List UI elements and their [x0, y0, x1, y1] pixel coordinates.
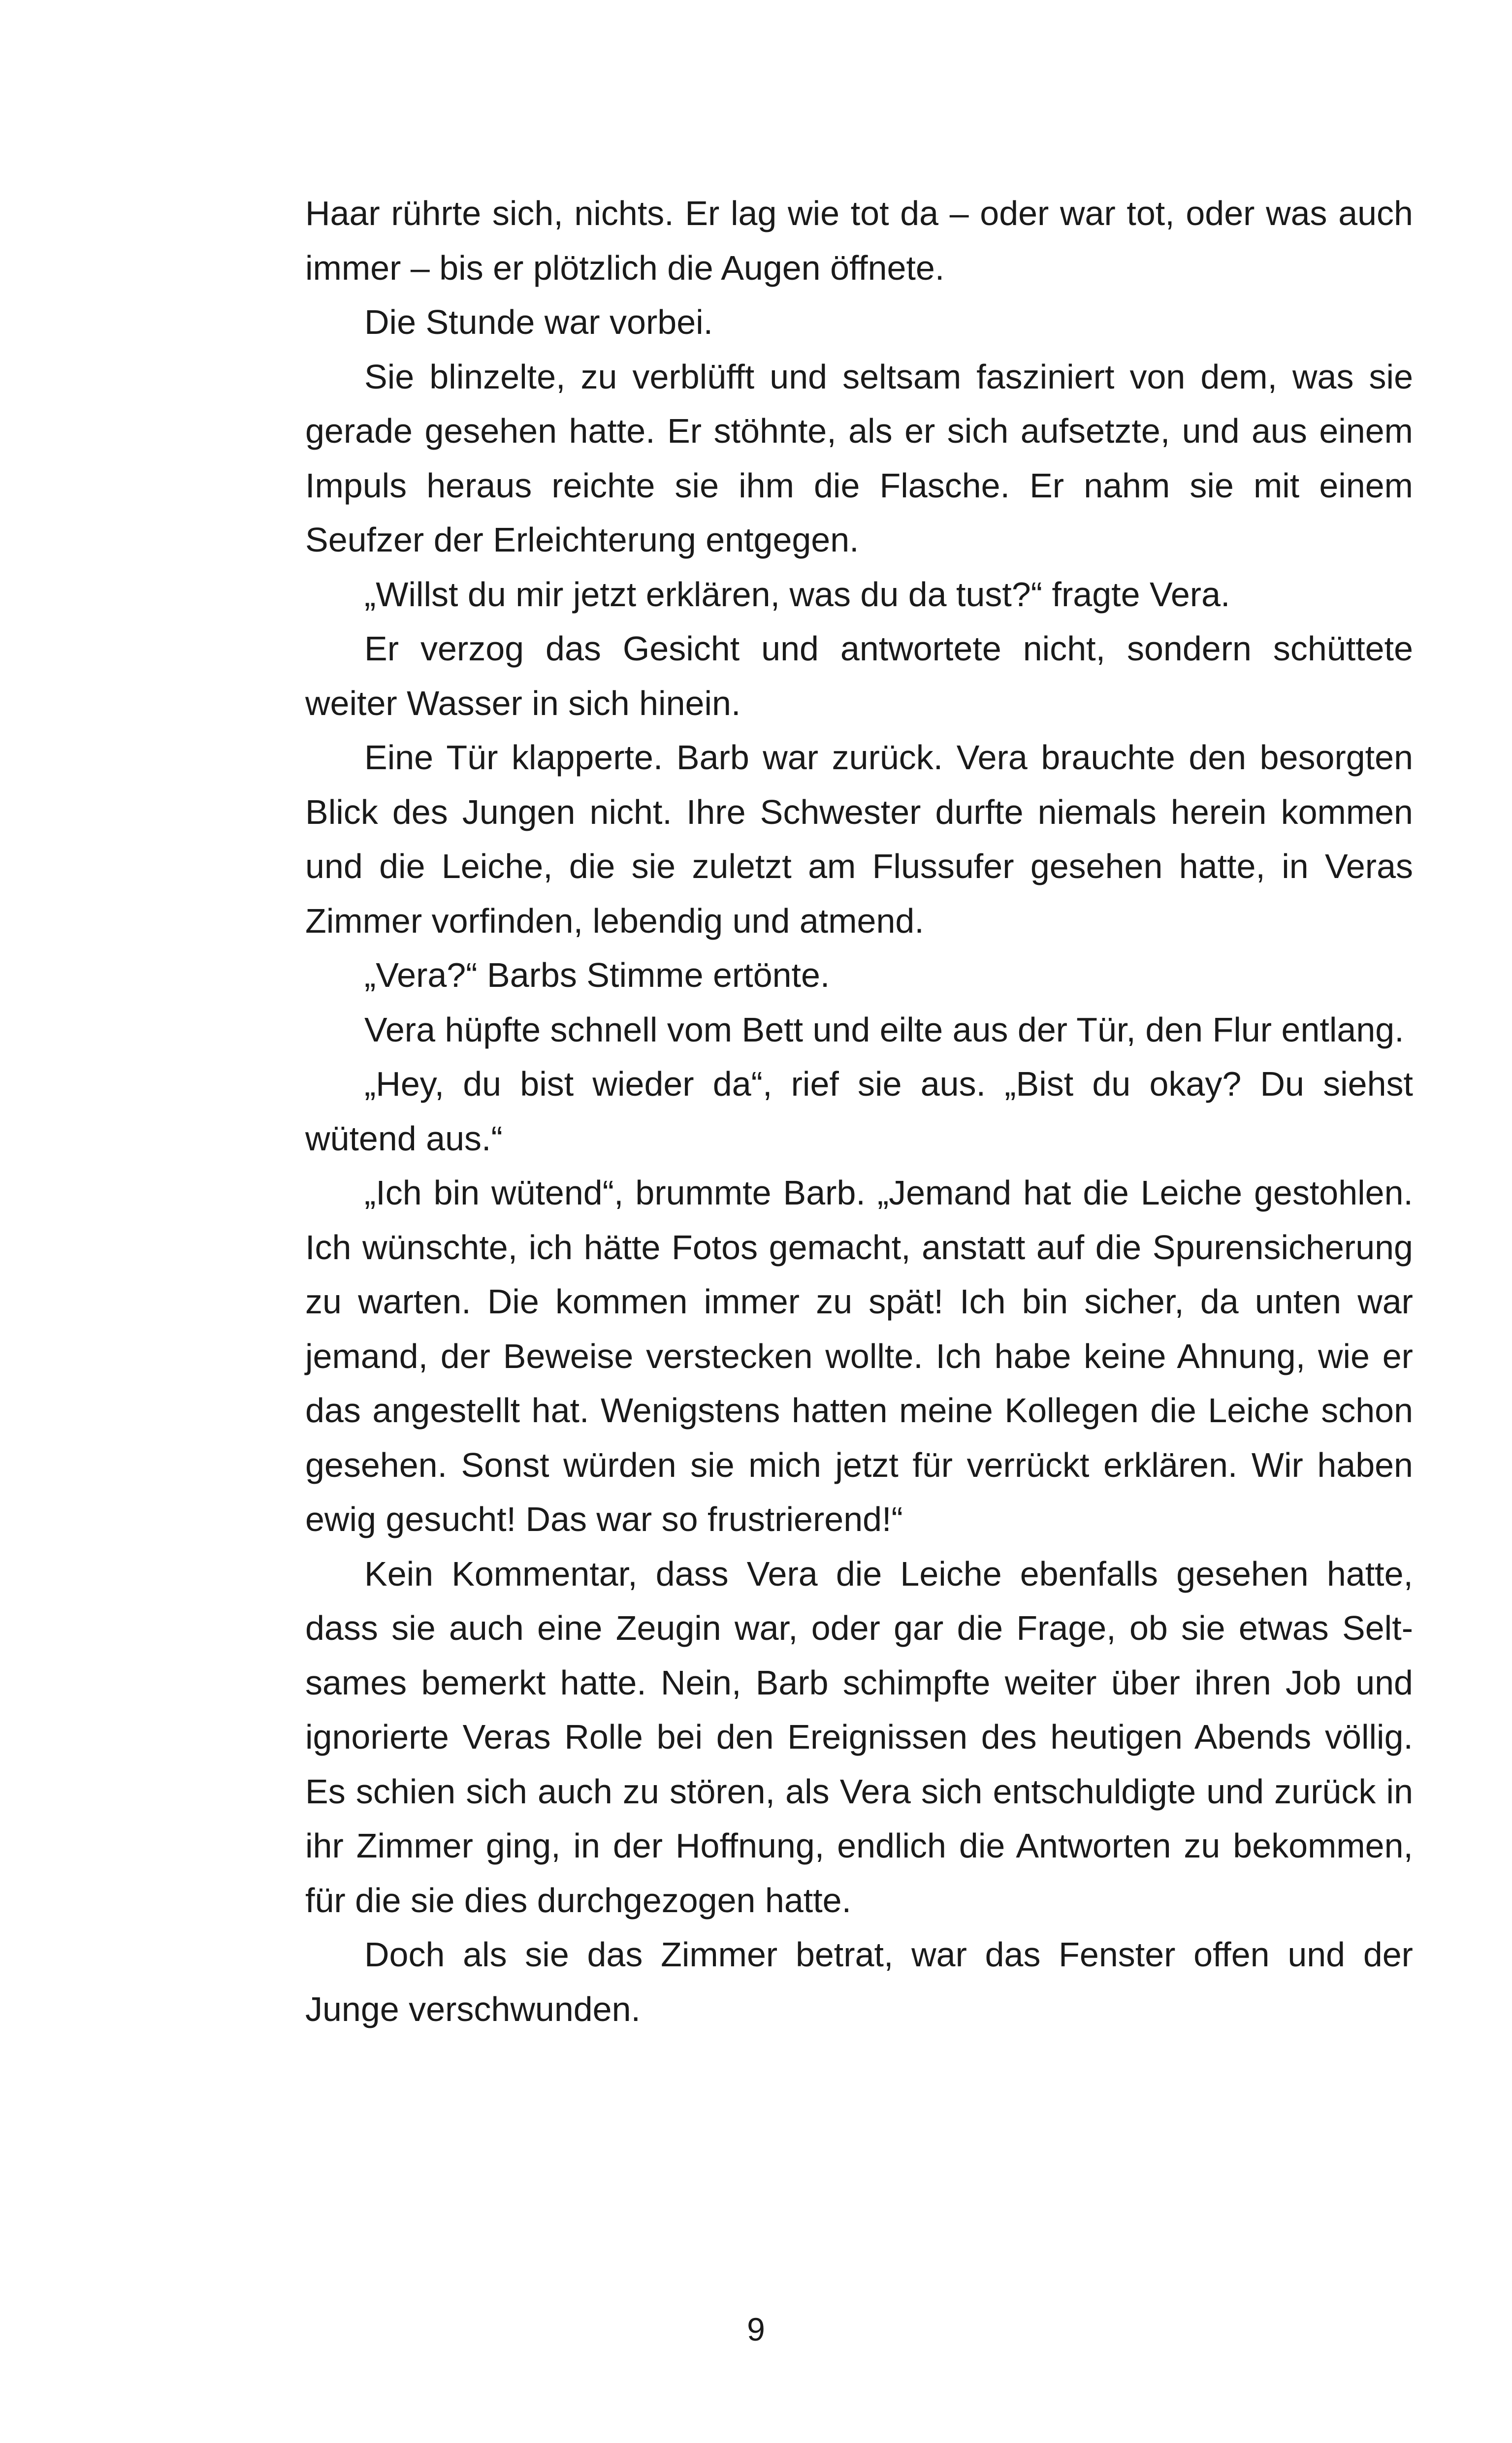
paragraph: „Vera?“ Barbs Stimme ertönte. [364, 956, 830, 994]
paragraph: Sie blinzelte, zu verblüfft und seltsam fasziniert von dem, was sie gerade gesehen hatte. Er stöhnte, als er sich aufsetzte, und aus einem Impuls heraus reichte sie ihm die Flasche. Er nahm sie mit einem Seufzer der Erleichterung entgegen. [305, 357, 1413, 559]
page-number: 9 [747, 2311, 765, 2347]
paragraph: Vera hüpfte schnell vom Bett und eilte aus der Tür, den Flur entlang. [364, 1010, 1404, 1049]
paragraph: Eine Tür klapperte. Barb war zurück. Vera brauchte den besorgten Blick des Jungen nicht. Ihre Schwester durfte niemals herein kommen und die Leiche, die sie zuletzt am Flussufer gesehen hatte, in Veras Zimmer vorfinden, lebendig und atmend. [305, 738, 1413, 940]
paragraph: Haar rührte sich, nichts. Er lag wie tot da – oder war tot, oder was auch immer – bis er plötzlich die Augen öffnete. [305, 194, 1413, 287]
paragraph: „Hey, du bist wieder da“, rief sie aus. „Bist du okay? Du siehst wütend aus.“ [305, 1065, 1413, 1158]
paragraph: Er verzog das Gesicht und antwortete nicht, sondern schüttete weiter Wasser in sich hinein. [305, 629, 1413, 722]
paragraph: Kein Kommentar, dass Vera die Leiche ebenfalls gesehen hatte, dass sie auch eine Zeugin war, oder gar die Frage, ob sie etwas Seltsames bemerkt hatte. Nein, Barb schimpfte weiter über ihren Job und ignorierte Veras Rolle bei den Ereignissen des heutigen Abends völlig. Es schien sich auch zu stören, als Vera sich entschuldigte und zurück in ihr Zimmer ging, in der Hoffnung, endlich die Antworten zu bekommen, für die sie dies durchgezogen hatte. [305, 1554, 1413, 1920]
body-text [305, 186, 1413, 2036]
paragraph: „Ich bin wütend“, brummte Barb. „Jemand hat die Leiche gestohlen. Ich wünschte, ich hätte Fotos gemacht, anstatt auf die Spurensicherung zu warten. Die kommen immer zu spät! Ich bin sicher, da unten war jemand, der Beweise verstecken wollte. Ich habe keine Ahnung, wie er das angestellt hat. Wenigstens hatten meine Kollegen die Leiche schon gesehen. Sonst würden sie mich jetzt für verrückt erklären. Wir haben ewig gesucht! Das war so frustrierend!“ [305, 1173, 1413, 1538]
paragraph: Doch als sie das Zimmer betrat, war das Fenster offen und der Junge verschwunden. [305, 1935, 1413, 2028]
paragraph: Die Stunde war vorbei. [364, 303, 713, 341]
paragraph: „Willst du mir jetzt erklären, was du da tust?“ fragte Vera. [364, 575, 1230, 614]
